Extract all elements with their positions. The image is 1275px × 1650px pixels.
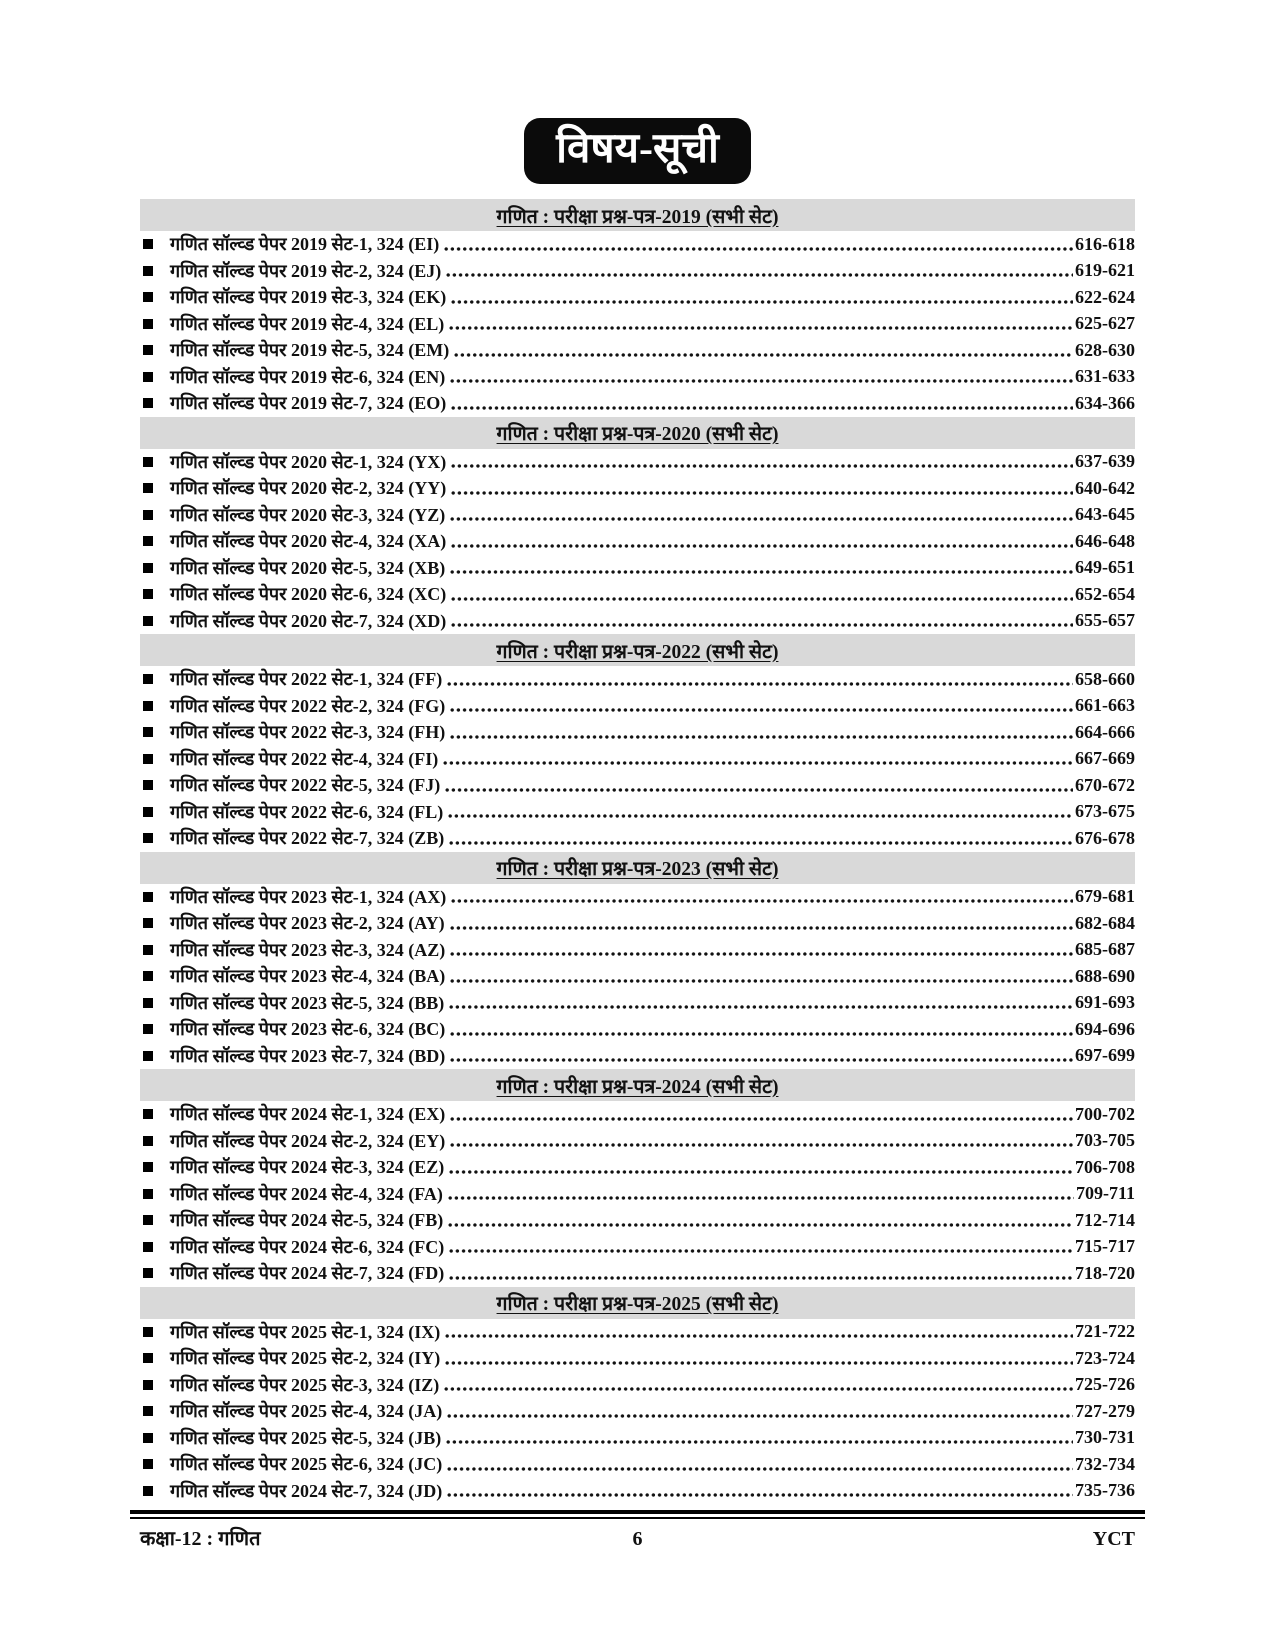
dot-leader-icon (451, 299, 1073, 305)
entry-pages: 643-645 (1075, 504, 1135, 525)
entry-pages: 685-687 (1075, 939, 1135, 960)
toc-entry (140, 990, 1135, 1017)
toc-entry (140, 1043, 1135, 1070)
section-header-bar (140, 417, 1135, 449)
dot-leader-icon (444, 1386, 1073, 1392)
entry-pages: 625-627 (1075, 313, 1135, 334)
entry-label: गणित सॉल्व्ड पेपर 2023 सेट-4, 324 (BA) (170, 966, 446, 987)
entry-pages: 730-731 (1075, 1427, 1135, 1448)
page-title: विषय-सूची (524, 118, 751, 184)
bullet-square-icon (143, 998, 153, 1008)
bullet-square-icon (143, 398, 153, 408)
section-header-label: गणित : परीक्षा प्रश्न-पत्र-2019 (सभी सेट) (496, 206, 779, 228)
dot-leader-icon (451, 490, 1073, 496)
entry-pages: 694-696 (1075, 1018, 1135, 1039)
entry-pages: 622-624 (1075, 286, 1135, 307)
entry-label: गणित सॉल्व्ड पेपर 2020 सेट-7, 324 (XD) (170, 610, 447, 631)
entry-label: गणित सॉल्व्ड पेपर 2020 सेट-4, 324 (XA) (170, 531, 447, 552)
entry-label: गणित सॉल्व्ड पेपर 2019 सेट-4, 324 (EL) (170, 313, 445, 334)
section-header-bar (140, 1069, 1135, 1101)
bullet-square-icon (143, 1109, 153, 1119)
dot-leader-icon (448, 1222, 1073, 1228)
dot-leader-icon (451, 622, 1073, 628)
entry-label: गणित सॉल्व्ड पेपर 2022 सेट-1, 324 (FF) (170, 669, 443, 690)
toc-entry (140, 1319, 1135, 1346)
toc-entry (140, 475, 1135, 502)
section-header-label: गणित : परीक्षा प्रश्न-पत्र-2020 (सभी सेट) (496, 424, 779, 446)
footer-rule (130, 1510, 1145, 1519)
entry-pages: 703-705 (1075, 1130, 1135, 1151)
bullet-square-icon (143, 807, 153, 817)
toc-entry (140, 608, 1135, 635)
toc-entry (140, 746, 1135, 773)
entry-pages: 691-693 (1075, 992, 1135, 1013)
bullet-square-icon (143, 833, 153, 843)
bullet-square-icon (143, 1433, 153, 1443)
bullet-square-icon (143, 483, 153, 493)
bullet-square-icon (143, 616, 153, 626)
dot-leader-icon (447, 1466, 1073, 1472)
toc-entry (140, 1372, 1135, 1399)
bullet-square-icon (143, 754, 153, 764)
toc-entry (140, 258, 1135, 285)
bullet-square-icon (143, 1353, 153, 1363)
bullet-square-icon (143, 1380, 153, 1390)
bullet-square-icon (143, 1162, 153, 1172)
entry-label: गणित सॉल्व्ड पेपर 2022 सेट-2, 324 (FG) (170, 695, 446, 716)
dot-leader-icon (447, 1413, 1073, 1419)
entry-pages: 700-702 (1075, 1103, 1135, 1124)
entry-pages: 732-734 (1075, 1453, 1135, 1474)
entry-label: गणित सॉल्व्ड पेपर 2020 सेट-1, 324 (YX) (170, 451, 447, 472)
dot-leader-icon (447, 681, 1073, 687)
entry-pages: 616-618 (1075, 233, 1135, 254)
section-header-bar (140, 852, 1135, 884)
bullet-square-icon (143, 971, 153, 981)
bullet-square-icon (143, 563, 153, 573)
toc-entry (140, 1260, 1135, 1287)
dot-leader-icon (449, 1004, 1073, 1010)
entry-pages: 723-724 (1075, 1347, 1135, 1368)
bullet-square-icon (143, 674, 153, 684)
dot-leader-icon (451, 543, 1073, 549)
toc-entry (140, 799, 1135, 826)
entry-pages: 664-666 (1075, 721, 1135, 742)
section-header-bar (140, 634, 1135, 666)
toc-entry (140, 1207, 1135, 1234)
toc-entry (140, 884, 1135, 911)
dot-leader-icon (451, 596, 1073, 602)
dot-leader-icon (449, 840, 1073, 846)
bullet-square-icon (143, 727, 153, 737)
entry-pages: 634-366 (1075, 392, 1135, 413)
entry-label: गणित सॉल्व्ड पेपर 2024 सेट-7, 324 (JD) (170, 1480, 443, 1501)
entry-label: गणित सॉल्व्ड पेपर 2019 सेट-1, 324 (EI) (170, 234, 440, 255)
dot-leader-icon (448, 1195, 1074, 1201)
entry-pages: 673-675 (1075, 801, 1135, 822)
dot-leader-icon (450, 516, 1073, 522)
toc-entry (140, 772, 1135, 799)
dot-leader-icon (450, 925, 1073, 931)
toc-entry (140, 311, 1135, 338)
toc-entry (140, 284, 1135, 311)
entry-label: गणित सॉल्व्ड पेपर 2022 सेट-7, 324 (ZB) (170, 828, 445, 849)
bullet-square-icon (143, 780, 153, 790)
toc-entry (140, 937, 1135, 964)
toc-entry (140, 825, 1135, 852)
toc-entry (140, 231, 1135, 258)
entry-label: गणित सॉल्व्ड पेपर 2024 सेट-5, 324 (FB) (170, 1210, 444, 1231)
dot-leader-icon (451, 898, 1073, 904)
bullet-square-icon (143, 345, 153, 355)
entry-label: गणित सॉल्व्ड पेपर 2024 सेट-3, 324 (EZ) (170, 1157, 445, 1178)
dot-leader-icon (445, 1360, 1073, 1366)
toc-entry (140, 337, 1135, 364)
bullet-square-icon (143, 536, 153, 546)
toc-entry (140, 1425, 1135, 1452)
entry-label: गणित सॉल्व्ड पेपर 2020 सेट-3, 324 (YZ) (170, 504, 446, 525)
entry-pages: 709-711 (1075, 1183, 1135, 1204)
toc-entry (140, 666, 1135, 693)
bullet-square-icon (143, 372, 153, 382)
toc-entry (140, 1154, 1135, 1181)
toc-entry (140, 1345, 1135, 1372)
entry-label: गणित सॉल्व्ड पेपर 2025 सेट-1, 324 (IX) (170, 1321, 441, 1342)
entry-pages: 735-736 (1075, 1480, 1135, 1501)
entry-label: गणित सॉल्व्ड पेपर 2023 सेट-2, 324 (AY) (170, 913, 445, 934)
toc-entry (140, 963, 1135, 990)
dot-leader-icon (444, 246, 1073, 252)
toc-content (140, 0, 1135, 1504)
entry-label: गणित सॉल्व्ड पेपर 2022 सेट-4, 324 (FI) (170, 748, 439, 769)
bullet-square-icon (143, 292, 153, 302)
dot-leader-icon (449, 1169, 1073, 1175)
dot-leader-icon (450, 1142, 1073, 1148)
entry-label: गणित सॉल्व्ड पेपर 2020 सेट-6, 324 (XC) (170, 584, 447, 605)
entry-label: गणित सॉल्व्ड पेपर 2020 सेट-5, 324 (XB) (170, 557, 446, 578)
toc-entry (140, 1451, 1135, 1478)
bullet-square-icon (143, 1024, 153, 1034)
dot-leader-icon (451, 463, 1073, 469)
entry-label: गणित सॉल्व्ड पेपर 2022 सेट-6, 324 (FL) (170, 801, 444, 822)
bullet-square-icon (143, 589, 153, 599)
toc-entry (140, 1398, 1135, 1425)
dot-leader-icon (450, 707, 1073, 713)
entry-label: गणित सॉल्व्ड पेपर 2024 सेट-7, 324 (FD) (170, 1263, 445, 1284)
footer (140, 1524, 1135, 1551)
entry-pages: 718-720 (1075, 1262, 1135, 1283)
toc-entry (140, 910, 1135, 937)
entry-pages: 637-639 (1075, 451, 1135, 472)
entry-pages: 679-681 (1075, 886, 1135, 907)
bullet-square-icon (143, 1051, 153, 1061)
toc-entry (140, 719, 1135, 746)
toc-entry (140, 1101, 1135, 1128)
entry-pages: 676-678 (1075, 827, 1135, 848)
bullet-square-icon (143, 319, 153, 329)
entry-pages: 727-279 (1075, 1400, 1135, 1421)
entry-label: गणित सॉल्व्ड पेपर 2023 सेट-3, 324 (AZ) (170, 939, 446, 960)
entry-pages: 619-621 (1075, 260, 1135, 281)
dot-leader-icon (446, 272, 1073, 278)
dot-leader-icon (451, 405, 1073, 411)
bullet-square-icon (143, 510, 153, 520)
section-header-bar (140, 1287, 1135, 1319)
entry-label: गणित सॉल्व्ड पेपर 2024 सेट-2, 324 (EY) (170, 1130, 446, 1151)
toc-entry (140, 449, 1135, 476)
entry-label: गणित सॉल्व्ड पेपर 2025 सेट-2, 324 (IY) (170, 1348, 441, 1369)
section-header-bar (140, 199, 1135, 231)
dot-leader-icon (450, 569, 1073, 575)
entry-label: गणित सॉल्व्ड पेपर 2022 सेट-3, 324 (FH) (170, 722, 446, 743)
bullet-square-icon (143, 1136, 153, 1146)
entry-pages: 661-663 (1075, 695, 1135, 716)
entry-pages: 670-672 (1075, 774, 1135, 795)
entry-label: गणित सॉल्व्ड पेपर 2025 सेट-4, 324 (JA) (170, 1401, 443, 1422)
section-header-label: गणित : परीक्षा प्रश्न-पत्र-2024 (सभी सेट) (496, 1076, 779, 1098)
dot-leader-icon (454, 352, 1073, 358)
entry-pages: 715-717 (1075, 1236, 1135, 1257)
entry-label: गणित सॉल्व्ड पेपर 2024 सेट-6, 324 (FC) (170, 1236, 445, 1257)
entry-label: गणित सॉल्व्ड पेपर 2023 सेट-5, 324 (BB) (170, 992, 445, 1013)
bullet-square-icon (143, 892, 153, 902)
dot-leader-icon (445, 787, 1073, 793)
bullet-square-icon (143, 918, 153, 928)
entry-pages: 646-648 (1075, 530, 1135, 551)
toc (140, 199, 1135, 1504)
entry-label: गणित सॉल्व्ड पेपर 2023 सेट-1, 324 (AX) (170, 886, 447, 907)
dot-leader-icon (447, 1492, 1073, 1498)
entry-label: गणित सॉल्व्ड पेपर 2023 सेट-6, 324 (BC) (170, 1019, 446, 1040)
entry-label: गणित सॉल्व्ड पेपर 2020 सेट-2, 324 (YY) (170, 478, 447, 499)
dot-leader-icon (450, 1031, 1073, 1037)
bullet-square-icon (143, 1406, 153, 1416)
bullet-square-icon (143, 1268, 153, 1278)
entry-label: गणित सॉल्व्ड पेपर 2019 सेट-2, 324 (EJ) (170, 260, 442, 281)
entry-label: गणित सॉल्व्ड पेपर 2019 सेट-6, 324 (EN) (170, 366, 446, 387)
entry-label: गणित सॉल्व्ड पेपर 2022 सेट-5, 324 (FJ) (170, 775, 441, 796)
entry-label: गणित सॉल्व्ड पेपर 2025 सेट-5, 324 (JB) (170, 1427, 442, 1448)
dot-leader-icon (450, 978, 1073, 984)
dot-leader-icon (445, 1333, 1073, 1339)
entry-label: गणित सॉल्व्ड पेपर 2025 सेट-3, 324 (IZ) (170, 1374, 440, 1395)
bullet-square-icon (143, 1327, 153, 1337)
entry-pages: 725-726 (1075, 1374, 1135, 1395)
entry-pages: 667-669 (1075, 748, 1135, 769)
footer-publisher: YCT (1092, 1528, 1136, 1550)
dot-leader-icon (446, 1439, 1073, 1445)
bullet-square-icon (143, 945, 153, 955)
dot-leader-icon (450, 734, 1073, 740)
entry-pages: 628-630 (1075, 339, 1135, 360)
entry-pages: 649-651 (1075, 557, 1135, 578)
toc-entry (140, 502, 1135, 529)
toc-entry (140, 581, 1135, 608)
dot-leader-icon (449, 1248, 1073, 1254)
bullet-square-icon (143, 1189, 153, 1199)
toc-entry (140, 1128, 1135, 1155)
toc-entry (140, 528, 1135, 555)
dot-leader-icon (450, 1116, 1073, 1122)
dot-leader-icon (449, 1275, 1073, 1281)
footer-book-label: कक्षा-12 : गणित (140, 1528, 261, 1550)
entry-label: गणित सॉल्व्ड पेपर 2019 सेट-3, 324 (EK) (170, 287, 447, 308)
entry-label: गणित सॉल्व्ड पेपर 2019 सेट-5, 324 (EM) (170, 340, 450, 361)
toc-entry (140, 1478, 1135, 1505)
entry-pages: 712-714 (1075, 1209, 1135, 1230)
bullet-square-icon (143, 701, 153, 711)
bullet-square-icon (143, 1486, 153, 1496)
entry-pages: 631-633 (1075, 366, 1135, 387)
entry-pages: 697-699 (1075, 1045, 1135, 1066)
section-header-label: गणित : परीक्षा प्रश्न-पत्र-2025 (सभी सेट) (496, 1294, 779, 1316)
footer-page-number: 6 (632, 1528, 643, 1550)
dot-leader-icon (448, 813, 1073, 819)
toc-entry (140, 364, 1135, 391)
section-header-label: गणित : परीक्षा प्रश्न-पत्र-2023 (सभी सेट) (496, 859, 779, 881)
toc-entry (140, 390, 1135, 417)
entry-pages: 655-657 (1075, 610, 1135, 631)
entry-pages: 682-684 (1075, 912, 1135, 933)
bullet-square-icon (143, 1459, 153, 1469)
entry-label: गणित सॉल्व्ड पेपर 2025 सेट-6, 324 (JC) (170, 1454, 443, 1475)
entry-label: गणित सॉल्व्ड पेपर 2023 सेट-7, 324 (BD) (170, 1045, 446, 1066)
dot-leader-icon (450, 378, 1073, 384)
entry-pages: 688-690 (1075, 965, 1135, 986)
entry-pages: 640-642 (1075, 477, 1135, 498)
entry-label: गणित सॉल्व्ड पेपर 2024 सेट-1, 324 (EX) (170, 1104, 446, 1125)
entry-pages: 721-722 (1075, 1321, 1135, 1342)
bullet-square-icon (143, 1242, 153, 1252)
entry-pages: 658-660 (1075, 668, 1135, 689)
toc-entry (140, 1181, 1135, 1208)
dot-leader-icon (443, 760, 1073, 766)
section-header-label: गणित : परीक्षा प्रश्न-पत्र-2022 (सभी सेट) (496, 641, 779, 663)
bullet-square-icon (143, 457, 153, 467)
bullet-square-icon (143, 266, 153, 276)
entry-pages: 652-654 (1075, 583, 1135, 604)
bullet-square-icon (143, 1215, 153, 1225)
entry-label: गणित सॉल्व्ड पेपर 2019 सेट-7, 324 (EO) (170, 393, 447, 414)
dot-leader-icon (450, 1057, 1073, 1063)
toc-entry (140, 1016, 1135, 1043)
entry-label: गणित सॉल्व्ड पेपर 2024 सेट-4, 324 (FA) (170, 1183, 443, 1204)
entry-pages: 706-708 (1075, 1156, 1135, 1177)
toc-entry (140, 555, 1135, 582)
dot-leader-icon (450, 951, 1073, 957)
dot-leader-icon (449, 325, 1073, 331)
bullet-square-icon (143, 239, 153, 249)
toc-entry (140, 693, 1135, 720)
toc-entry (140, 1234, 1135, 1261)
